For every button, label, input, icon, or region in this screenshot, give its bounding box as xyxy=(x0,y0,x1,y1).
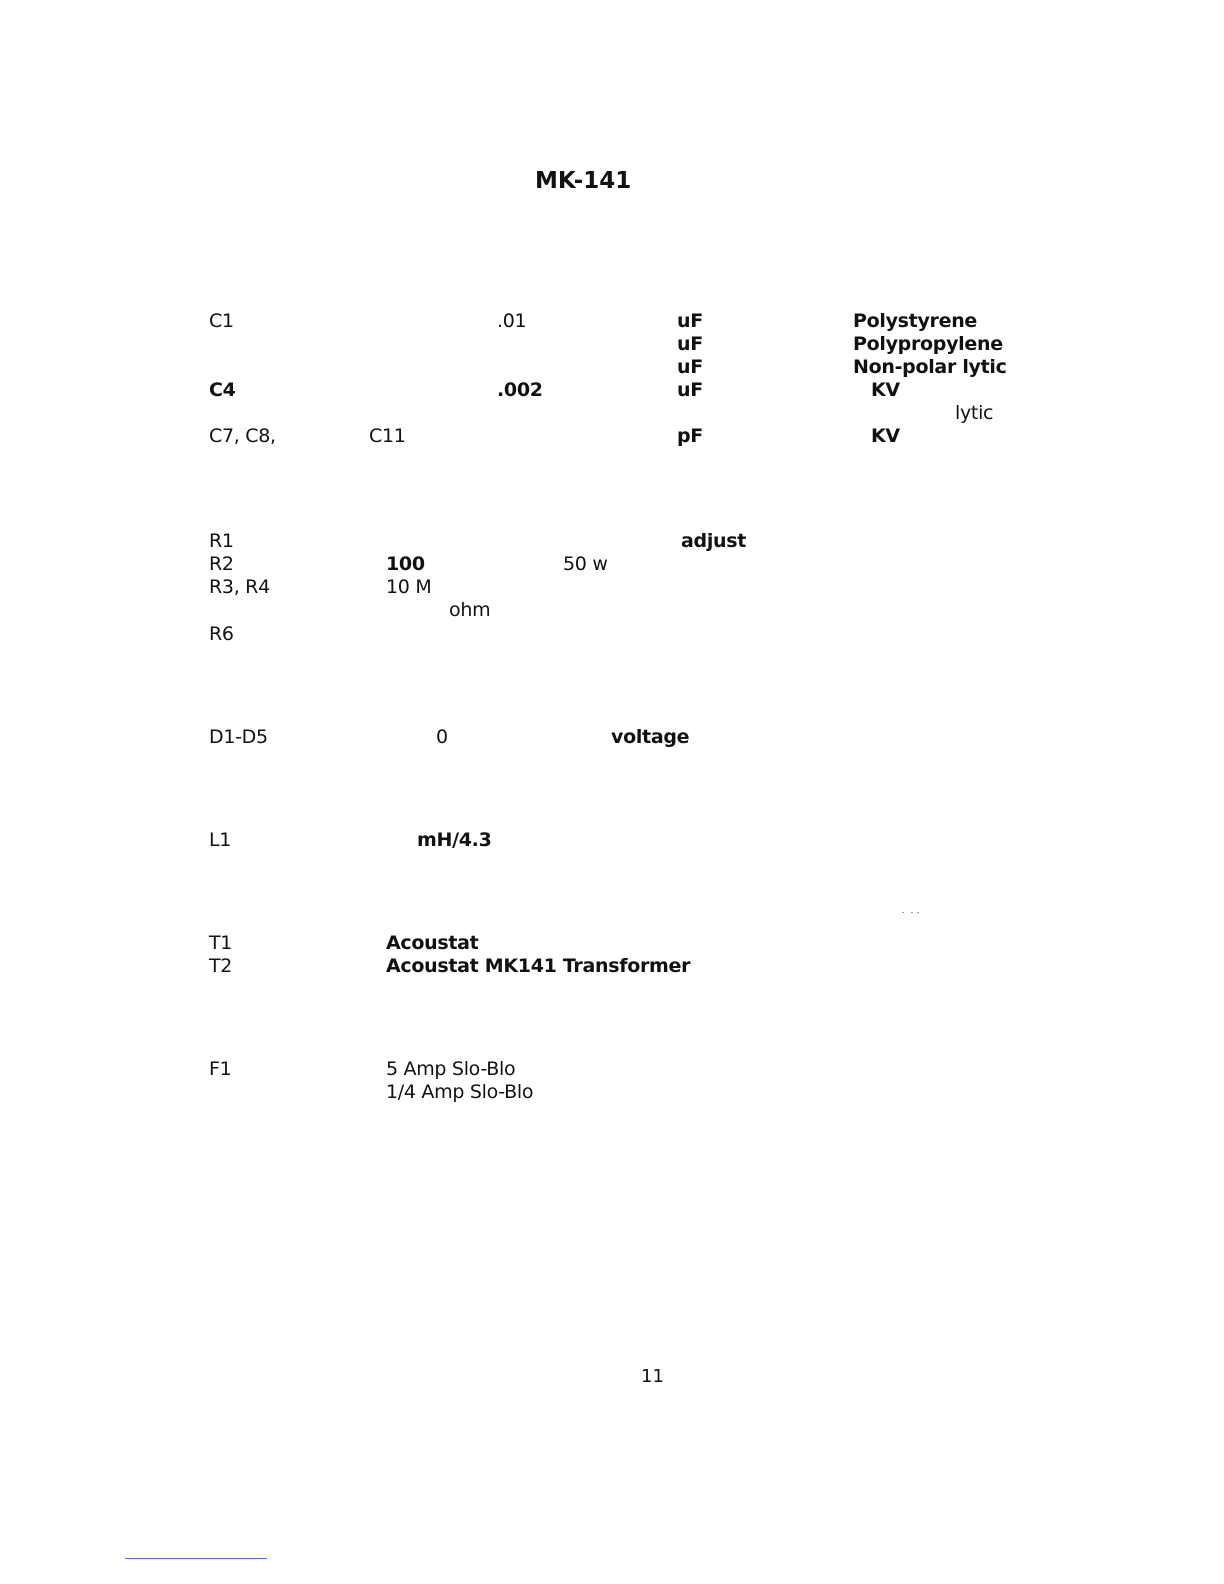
footer-rule xyxy=(125,1558,267,1559)
diodes-note: voltage xyxy=(611,726,690,748)
t2-desc: Acoustat MK141 Transformer xyxy=(386,955,691,977)
c4-value: .002 xyxy=(497,379,543,401)
f2-desc: 1/4 Amp Slo-Blo xyxy=(386,1081,534,1103)
c2-type: Polypropylene xyxy=(853,333,1003,355)
inductor-ref: L1 xyxy=(209,829,232,851)
diodes-ref: D1-D5 xyxy=(209,726,268,748)
r1-ref: R1 xyxy=(209,530,234,552)
page-title: MK-141 xyxy=(535,168,632,194)
inductor-value: mH/4.3 xyxy=(417,829,492,851)
c7-ref-b: C11 xyxy=(369,425,406,447)
t1-ref: T1 xyxy=(209,932,233,954)
c7-unit: pF xyxy=(677,425,703,447)
c7-ref-a: C7, C8, xyxy=(209,425,276,447)
c1-unit: uF xyxy=(677,310,703,332)
page-number: 11 xyxy=(641,1366,664,1387)
t1-desc: Acoustat xyxy=(386,932,479,954)
scan-speck xyxy=(902,912,918,914)
r5-unit: ohm xyxy=(449,599,491,621)
c5-type: lytic xyxy=(955,402,994,424)
r1-note: adjust xyxy=(681,530,747,552)
c3-unit: uF xyxy=(677,356,703,378)
c1-type: Polystyrene xyxy=(853,310,978,332)
c4-ref: C4 xyxy=(209,379,236,401)
c1-value: .01 xyxy=(497,310,527,332)
t2-ref: T2 xyxy=(209,955,233,977)
r2-value: 100 xyxy=(386,553,425,575)
r2-ref: R2 xyxy=(209,553,234,575)
c3-type: Non-polar lytic xyxy=(853,356,1007,378)
r2-power: 50 w xyxy=(563,553,608,575)
r3-ref: R3, R4 xyxy=(209,576,270,598)
diodes-value: 0 xyxy=(436,726,448,748)
c4-rating: KV xyxy=(871,379,900,401)
f1-ref: F1 xyxy=(209,1058,232,1080)
c7-rating: KV xyxy=(871,425,900,447)
r6-ref: R6 xyxy=(209,623,234,645)
r3-value: 10 M xyxy=(386,576,432,598)
c1-ref: C1 xyxy=(209,310,234,332)
c4-unit: uF xyxy=(677,379,703,401)
c2-unit: uF xyxy=(677,333,703,355)
f1-desc: 5 Amp Slo-Blo xyxy=(386,1058,516,1080)
